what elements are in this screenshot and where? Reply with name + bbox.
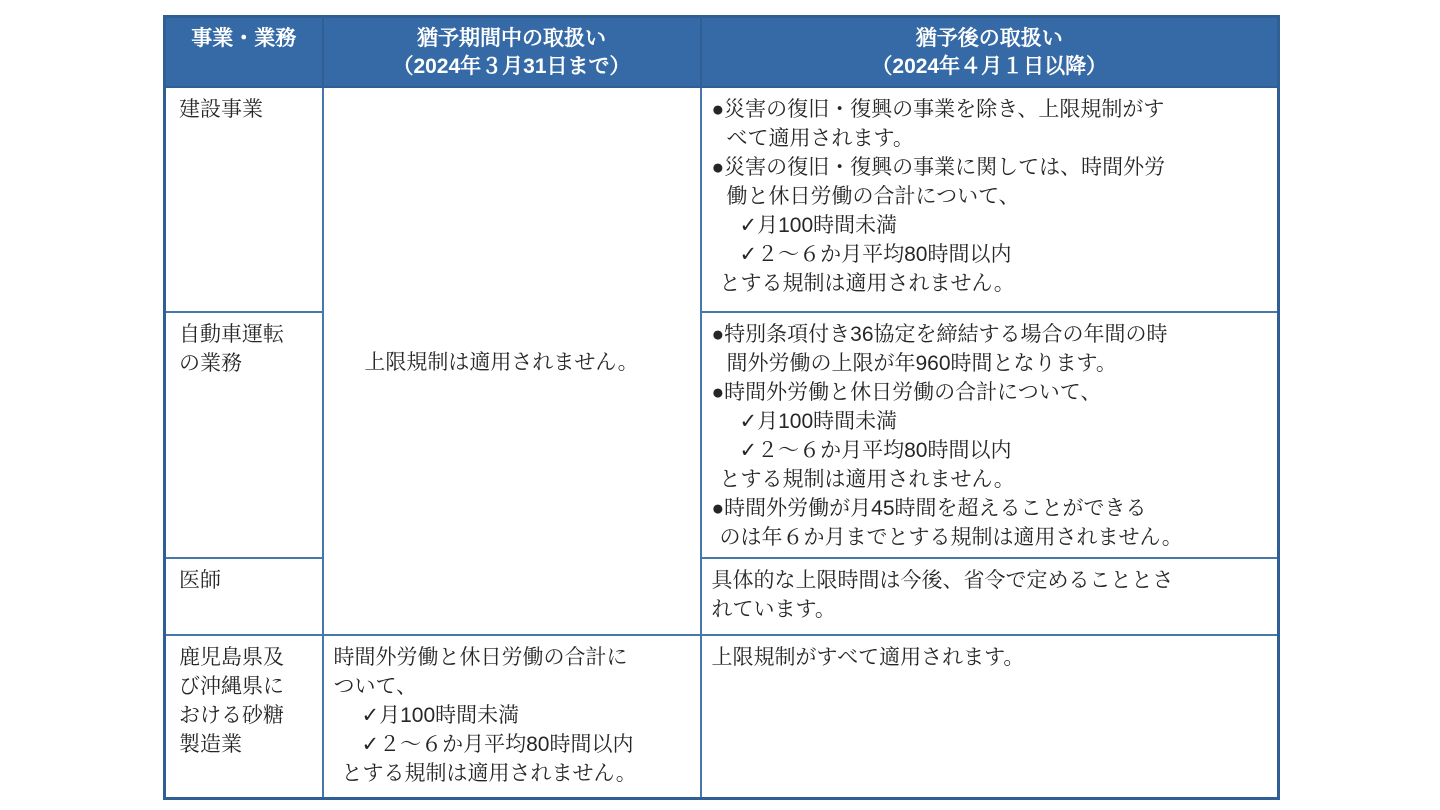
header-after-moratorium: [701, 17, 1279, 88]
text-line: ついて、: [333, 675, 418, 698]
business-cell-sugar: [165, 635, 323, 798]
text-line: 間外労働の上限が年960時間となります。: [726, 352, 1117, 375]
text-line: のは年６か月までとする規制は適用されません。: [719, 526, 1183, 549]
text-line: ●時間外労働と休日労働の合計について、: [711, 381, 1102, 404]
text-line: の業務: [179, 352, 242, 375]
after-cell-driving: [701, 312, 1279, 558]
text-line: 鹿児島県及: [179, 646, 284, 669]
text-line: 建設事業: [179, 98, 263, 121]
text-line: び沖縄県に: [179, 675, 284, 698]
header-during-date: （2024年３月31日まで）: [392, 55, 631, 78]
text-line: ✓２～６か月平均80時間以内: [361, 733, 634, 756]
header-business-category: [165, 17, 323, 88]
after-cell-construction: [701, 87, 1279, 312]
after-lines: [712, 566, 1270, 624]
text-line: 製造業: [179, 733, 242, 756]
text-line: ●特別条項付き36協定を締結する場合の年間の時: [711, 323, 1168, 346]
header-after-date: （2024年４月１日以降）: [871, 55, 1108, 78]
text-line: ●災害の復旧・復興の事業に関しては、時間外労: [711, 156, 1166, 179]
business-lines: [179, 95, 314, 124]
text-line: ✓月100時間未満: [739, 214, 898, 237]
text-line: ✓２～６か月平均80時間以内: [739, 439, 1012, 462]
business-lines: [179, 643, 314, 759]
text-line: とする規制は適用されません。: [719, 468, 1015, 491]
text-line: 上限規制がすべて適用されます。: [711, 646, 1025, 669]
text-line: ●時間外労働が月45時間を超えることができる: [711, 497, 1147, 520]
text-line: 自動車運転: [179, 323, 284, 346]
text-line: ✓月100時間未満: [739, 410, 898, 433]
business-lines: [179, 320, 314, 378]
business-lines: [179, 566, 314, 595]
row-sugar-manufacturing: [165, 635, 1279, 798]
after-lines: [712, 95, 1270, 298]
text-line: ✓２～６か月平均80時間以内: [739, 243, 1012, 266]
during-merged-cell: [323, 87, 701, 635]
text-line: おける砂糖: [179, 704, 284, 727]
text-line: ✓月100時間未満: [361, 704, 520, 727]
header-during-moratorium: [323, 17, 701, 88]
during-merged-text: 上限規制は適用されません。: [364, 350, 639, 374]
after-cell-sugar: [701, 635, 1279, 798]
header-row: [165, 17, 1279, 88]
header-after-title: 猶予後の取扱い: [915, 27, 1063, 50]
after-lines: [712, 643, 1270, 672]
text-line: 働と休日労働の合計について、: [726, 185, 1020, 208]
text-line: 具体的な上限時間は今後、省令で定めることとさ: [711, 569, 1174, 592]
text-line: 時間外労働と休日労働の合計に: [333, 646, 628, 669]
header-business-label: 事業・業務: [191, 27, 297, 50]
text-line: 医師: [179, 569, 221, 592]
text-line: とする規制は適用されません。: [719, 272, 1015, 295]
text-line: とする規制は適用されません。: [341, 762, 637, 785]
header-during-title: 猶予期間中の取扱い: [417, 27, 606, 50]
text-line: れています。: [711, 598, 836, 621]
during-cell-sugar: [323, 635, 701, 798]
text-line: べて適用されます。: [726, 127, 914, 150]
business-cell-construction: [165, 87, 323, 312]
during-lines: [334, 643, 692, 788]
business-cell-driving: [165, 312, 323, 558]
row-construction: [165, 87, 1279, 312]
text-line: ●災害の復旧・復興の事業を除き、上限規制がす: [711, 98, 1165, 121]
business-cell-doctor: [165, 558, 323, 635]
overtime-regulation-table: [163, 15, 1280, 800]
after-cell-doctor: [701, 558, 1279, 635]
after-lines: [712, 320, 1270, 552]
